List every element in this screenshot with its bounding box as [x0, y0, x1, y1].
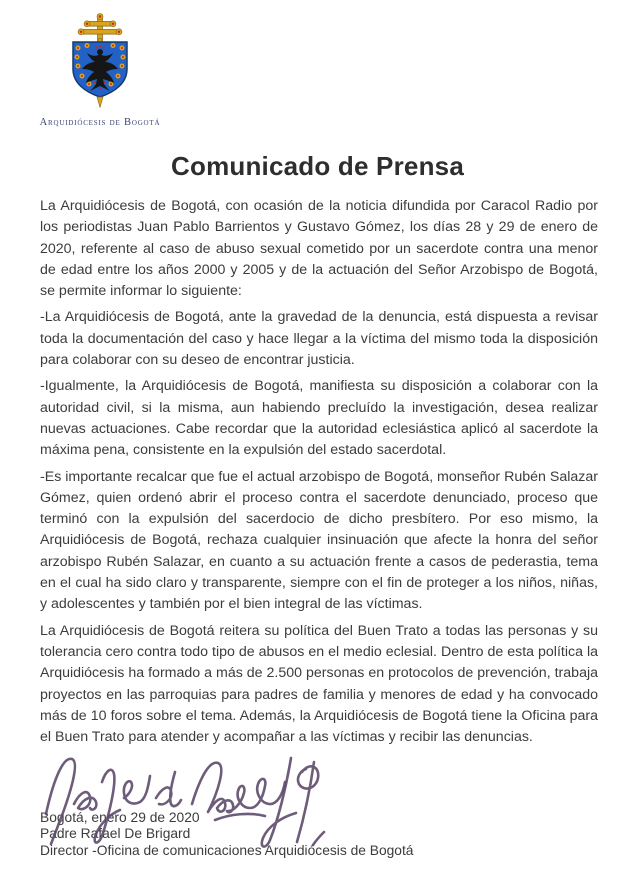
footer-city-date: Bogotá, enero 29 de 2020 [40, 810, 200, 825]
paragraph-intro: La Arquidiócesis de Bogotá, con ocasión de la noticia difundida por Caracol Radio por los periodistas Juan Pablo Barrientos y Gustavo Gómez, los días 28 y 29 de enero de 2020, referente al caso de abuso sexual cometido por un sacerdote contra una menor de edad entre los años 2000 y 2005 y de la actuación del Señor Arzobispo de Bogotá, se permite informar lo siguiente: [40, 198, 598, 300]
paragraph-revision: -La Arquidiócesis de Bogotá, ante la gravedad de la denuncia, está dispuesta a revisar toda la documentación del caso y hace llegar a la víctima del mismo toda la disposición para colaborar con su deseo de encontrar justicia. [40, 309, 598, 369]
coat-of-arms-icon [60, 12, 140, 108]
footer-signer-role: Director -Oficina de comunicaciones Arquidiócesis de Bogotá [40, 842, 414, 858]
footer-signer-name: Padre Rafael De Brigard [40, 826, 191, 842]
paragraph-buen-trato: La Arquidiócesis de Bogotá reitera su política del Buen Trato a todas las personas y su tolerancia cero contra todo tipo de abusos en el medio eclesial. Dentro de esta política la Arquidiócesis ha formado a más de 2.500 personas en protocolos de prevención, trabaja proyectos en las parroquias para padres de familia y menores de edad y ha convocado más de 10 foros sobre el tema. Además, la Arquidiócesis de Bogotá tiene la Oficina para el Buen Trato para atender y acompañar a las víctimas y recibir las denuncias. [40, 622, 598, 746]
document-body [40, 196, 598, 753]
paragraph-archbishop: -Es importante recalcar que fue el actual arzobispo de Bogotá, monseñor Rubén Salazar Gómez, quien ordenó abrir el proceso contra el sacerdote denunciado, proceso que terminó con la expulsión del sacerdocio de dicho presbítero. Por eso mismo, la Arquidiócesis de Bogotá, rechaza cualquier insinuación que afecte la honra del señor arzobispo Rubén Salazar, en cuanto a su actuación frente a casos de pederastia, tema en el cual ha sido claro y transparente, siempre con el fin de proteger a los niños, niñas, y adolescentes y también por el bien integral de las víctimas. [40, 468, 598, 613]
page-title: Comunicado de Prensa [171, 151, 464, 181]
paragraph-collaboration: -Igualmente, la Arquidiócesis de Bogotá, manifiesta su disposición a colaborar con la autoridad civil, si la misma, aun habiendo precluído la investigación, desea realizar nuevas actuaciones. Cabe recordar que la autoridad eclesiástica aplicó al sacerdote la máxima pena, consistente en la expulsión del estado sacerdotal. [40, 378, 598, 459]
logo-caption: Arquidiócesis de Bogotá [39, 117, 161, 128]
footer-block [40, 810, 413, 859]
logo-block [25, 12, 175, 128]
